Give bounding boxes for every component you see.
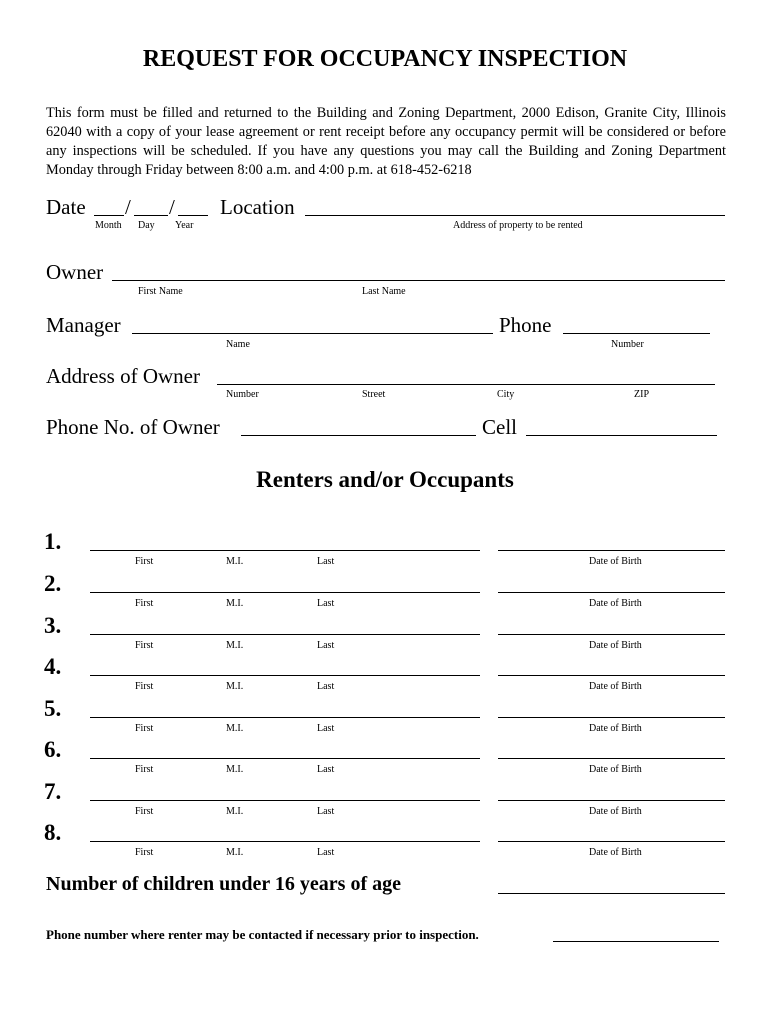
dob-caption: Date of Birth — [589, 598, 642, 609]
renter-name-field[interactable] — [90, 717, 480, 718]
first-caption: First — [135, 598, 154, 609]
address-zip-caption: ZIP — [634, 389, 649, 400]
renter-row — [0, 777, 770, 819]
renter-row — [0, 694, 770, 736]
first-caption: First — [135, 681, 154, 692]
month-caption: Month — [95, 220, 122, 231]
renter-number: 1. — [44, 529, 62, 554]
last-name-caption: Last Name — [362, 286, 406, 297]
last-caption: Last — [317, 764, 335, 775]
day-caption: Day — [138, 220, 155, 231]
first-name-caption: First Name — [138, 286, 183, 297]
owner-field[interactable] — [112, 280, 725, 281]
renter-number: 8. — [44, 820, 62, 845]
first-caption: First — [135, 764, 154, 775]
renter-dob-field[interactable] — [498, 758, 725, 759]
date-year-field[interactable] — [178, 215, 208, 216]
first-caption: First — [135, 847, 154, 858]
renter-dob-field[interactable] — [498, 675, 725, 676]
mi-caption: M.I. — [226, 764, 244, 775]
mi-caption: M.I. — [226, 598, 244, 609]
dob-caption: Date of Birth — [589, 847, 642, 858]
address-street-caption: Street — [362, 389, 386, 400]
dob-caption: Date of Birth — [589, 806, 642, 817]
last-caption: Last — [317, 847, 335, 858]
renter-number: 4. — [44, 654, 62, 679]
first-caption: First — [135, 806, 154, 817]
renter-number: 5. — [44, 696, 62, 721]
first-caption: First — [135, 556, 154, 567]
location-caption: Address of property to be rented — [453, 220, 583, 231]
manager-name-caption: Name — [226, 339, 250, 350]
renter-phone-label: Phone number where renter may be contacted if necessary prior to inspection. — [46, 927, 479, 942]
renter-dob-field[interactable] — [498, 592, 725, 593]
renter-name-field[interactable] — [90, 675, 480, 676]
mi-caption: M.I. — [226, 806, 244, 817]
last-caption: Last — [317, 640, 335, 651]
renter-dob-field[interactable] — [498, 717, 725, 718]
form-title: REQUEST FOR OCCUPANCY INSPECTION — [142, 46, 628, 72]
children-label: Number of children under 16 years of age — [46, 873, 401, 895]
renter-name-field[interactable] — [90, 800, 480, 801]
phone-owner-field[interactable] — [241, 435, 476, 436]
renter-row — [0, 611, 770, 653]
manager-label: Manager — [46, 313, 121, 337]
owner-label: Owner — [46, 260, 104, 284]
renter-row — [0, 569, 770, 611]
date-label: Date — [46, 195, 86, 219]
renter-row — [0, 652, 770, 694]
dob-caption: Date of Birth — [589, 681, 642, 692]
first-caption: First — [135, 723, 154, 734]
address-owner-label: Address of Owner — [46, 364, 200, 388]
children-count-field[interactable] — [498, 893, 725, 894]
address-city-caption: City — [497, 389, 515, 400]
date-separator: / — [169, 195, 175, 219]
renter-row — [0, 818, 770, 860]
mi-caption: M.I. — [226, 723, 244, 734]
date-separator: / — [125, 195, 131, 219]
address-owner-field[interactable] — [217, 384, 715, 385]
dob-caption: Date of Birth — [589, 764, 642, 775]
renters-heading: Renters and/or Occupants — [256, 467, 514, 492]
first-caption: First — [135, 640, 154, 651]
renter-number: 6. — [44, 737, 62, 762]
renter-name-field[interactable] — [90, 550, 480, 551]
renter-phone-field[interactable] — [553, 941, 719, 942]
renter-row — [0, 735, 770, 777]
dob-caption: Date of Birth — [589, 723, 642, 734]
cell-label: Cell — [482, 415, 517, 439]
renter-dob-field[interactable] — [498, 800, 725, 801]
renter-row — [0, 527, 770, 569]
phone-owner-label: Phone No. of Owner — [46, 415, 220, 439]
last-caption: Last — [317, 723, 335, 734]
renter-name-field[interactable] — [90, 634, 480, 635]
renter-number: 3. — [44, 613, 62, 638]
mi-caption: M.I. — [226, 640, 244, 651]
renter-number: 7. — [44, 779, 62, 804]
mi-caption: M.I. — [226, 847, 244, 858]
renter-name-field[interactable] — [90, 592, 480, 593]
renter-dob-field[interactable] — [498, 634, 725, 635]
phone-number-caption: Number — [611, 339, 644, 350]
renter-number: 2. — [44, 571, 62, 596]
mi-caption: M.I. — [226, 556, 244, 567]
dob-caption: Date of Birth — [589, 556, 642, 567]
last-caption: Last — [317, 681, 335, 692]
cell-field[interactable] — [526, 435, 717, 436]
date-month-field[interactable] — [94, 215, 124, 216]
last-caption: Last — [317, 806, 335, 817]
year-caption: Year — [175, 220, 194, 231]
last-caption: Last — [317, 598, 335, 609]
last-caption: Last — [317, 556, 335, 567]
phone-field[interactable] — [563, 333, 710, 334]
manager-field[interactable] — [132, 333, 493, 334]
renter-dob-field[interactable] — [498, 550, 725, 551]
renter-name-field[interactable] — [90, 841, 480, 842]
address-number-caption: Number — [226, 389, 259, 400]
renter-dob-field[interactable] — [498, 841, 725, 842]
date-day-field[interactable] — [134, 215, 168, 216]
dob-caption: Date of Birth — [589, 640, 642, 651]
location-label: Location — [220, 195, 295, 219]
renter-name-field[interactable] — [90, 758, 480, 759]
location-field[interactable] — [305, 215, 725, 216]
mi-caption: M.I. — [226, 681, 244, 692]
intro-paragraph: This form must be filled and returned to the Building and Zoning Department, 2000 Edison, Granite City, Illinois 62040 with a copy of your lease agreement or rent receipt before any occupancy permit will be considered or before any inspections will be scheduled. If you have any questions you may call the Building and Zoning Department Monday through Friday between 8:00 a.m. and 4:00 p.m. at 618-452-6218 — [46, 105, 726, 178]
phone-label: Phone — [499, 313, 552, 337]
